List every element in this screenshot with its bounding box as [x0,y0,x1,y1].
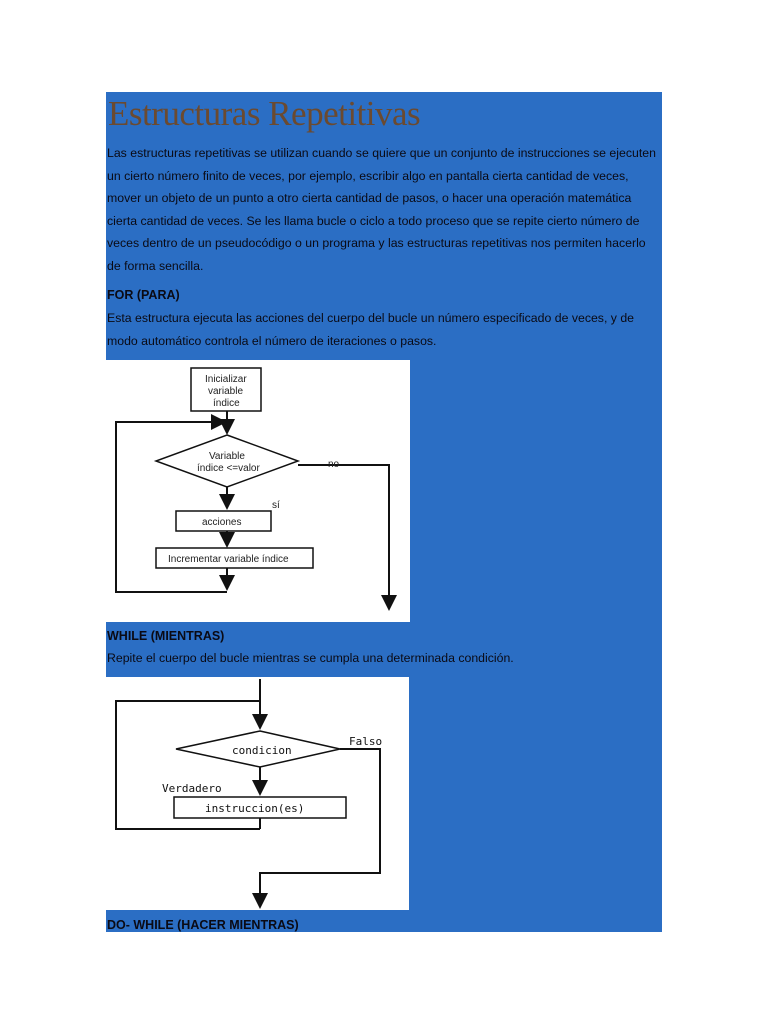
for-flowchart [106,360,410,622]
intro-paragraph: Las estructuras repetitivas se utilizan cuando se quiere que un conjunto de instrucciones se ejecuten un cierto número finito de veces, por ejemplo, escribir algo en pantalla cierta cantidad de veces, mover un objeto de un punto a otro cierta cantidad de pasos, o hacer una operación matemática cierta cantidad de veces. Se les llama bucle o ciclo a todo proceso que se repite cierto número de veces dentro de un pseudocódigo o un programa y las estructuras repetitivas nos permiten hacerlo de forma sencilla. [107,146,656,273]
document-panel [106,92,662,932]
for-heading: FOR (PARA) [107,288,180,302]
while-condition-text: condicion [232,744,292,757]
while-heading: WHILE (MIENTRAS) [107,629,225,643]
while-true-label: Verdadero [162,782,222,795]
for-init-text-2: variable [208,386,244,397]
while-description: Repite el cuerpo del bucle mientras se cumpla una determinada condición. [107,651,514,665]
for-no-label: no [328,459,340,470]
for-init-text-1: Inicializar [205,374,247,385]
while-flowchart [106,677,409,910]
for-cond-text-1: Variable [209,451,245,462]
for-si-label: sí [272,500,280,511]
for-cond-text-2: índice <=valor [197,463,260,474]
for-actions-text: acciones [202,517,242,528]
while-false-label: Falso [349,735,383,748]
for-increment-text: Incrementar variable índice [168,554,289,565]
page-title: Estructuras Repetitivas [108,94,421,133]
while-instructions-text: instruccion(es) [205,802,305,815]
for-init-text-3: índice [213,398,240,409]
do-while-heading: DO- WHILE (HACER MIENTRAS) [107,918,299,932]
for-description: Esta estructura ejecuta las acciones del cuerpo del bucle un número especificado de veces, y de modo automático controla el número de iteraciones o pasos. [107,311,635,348]
